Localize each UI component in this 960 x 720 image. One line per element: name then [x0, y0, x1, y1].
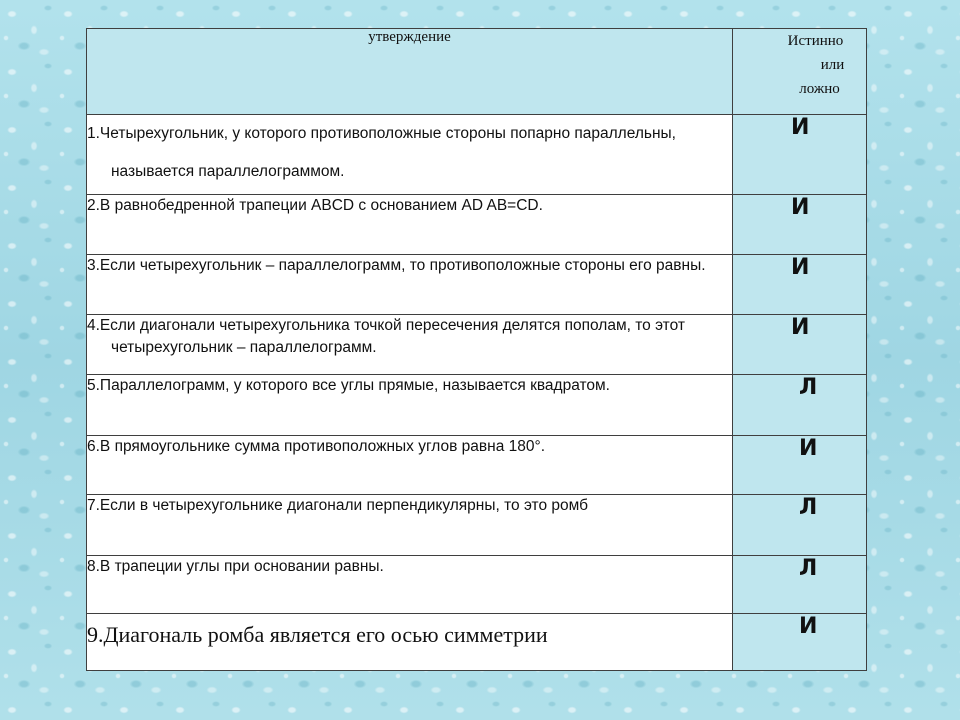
statement-cell: [87, 556, 733, 614]
statement-text: 7.Если в четырехугольнике диагонали перпендикулярны, то это ромб: [87, 497, 588, 514]
answer-cell: [733, 315, 867, 375]
table-row: [87, 115, 867, 195]
statement-cell: [87, 614, 733, 671]
answer-value: И: [799, 436, 818, 461]
answer-cell: [733, 255, 867, 315]
statement-cell: [87, 375, 733, 436]
statement-text: 8.В трапеции углы при основании равны.: [87, 558, 384, 575]
statement-text: 4.Если диагонали четырехугольника точкой пересечения делятся пополам, то этот четырехугольник – параллелограмм.: [87, 317, 685, 356]
answer-value: И: [791, 115, 810, 140]
answer-value: Л: [799, 375, 818, 400]
answer-cell: [733, 115, 867, 195]
statement-cell: [87, 495, 733, 556]
header-answer-line-1: Истинно: [787, 33, 844, 49]
table-row: [87, 375, 867, 436]
table-row: [87, 255, 867, 315]
table-row: [87, 315, 867, 375]
statement-text: 5.Параллелограмм, у которого все углы прямые, называется квадратом.: [87, 377, 610, 394]
answer-value: Л: [799, 495, 818, 520]
table-row: [87, 495, 867, 556]
answer-value: И: [791, 255, 810, 280]
header-true-or-false: [733, 29, 867, 115]
answer-cell: [733, 436, 867, 495]
answer-value: Л: [799, 556, 818, 581]
answer-value: И: [799, 614, 818, 639]
header-statement: утверждение: [87, 29, 733, 115]
statement-cell: [87, 315, 733, 375]
table-row: [87, 436, 867, 495]
answer-cell: [733, 614, 867, 671]
answer-cell: [733, 556, 867, 614]
table-row: [87, 614, 867, 671]
statement-cell: [87, 436, 733, 495]
statement-text: 3.Если четырехугольник – параллелограмм, то противоположные стороны его равны.: [87, 257, 706, 274]
answer-cell: [733, 375, 867, 436]
table-header-row: [87, 29, 867, 115]
statement-text: 2.В равнобедренной трапеции ABCD с основанием AD AB=CD.: [87, 197, 543, 214]
answer-value: И: [791, 195, 810, 220]
statements-table: [86, 28, 867, 671]
table-row: [87, 556, 867, 614]
header-answer-line-2: или: [820, 57, 845, 73]
statement-cell: [87, 255, 733, 315]
answer-cell: [733, 195, 867, 255]
header-answer-line-3: ложно: [799, 81, 840, 97]
answer-value: И: [791, 315, 810, 340]
statement-cell: [87, 195, 733, 255]
statement-text: 1.Четырехугольник, у которого противоположные стороны попарно параллельны, называется параллелограммом.: [87, 125, 676, 180]
statement-text: 9.Диагональ ромба является его осью симметрии: [87, 622, 548, 647]
table-row: [87, 195, 867, 255]
answer-cell: [733, 495, 867, 556]
statement-text: 6.В прямоугольнике сумма противоположных углов равна 180°.: [87, 438, 545, 455]
statement-cell: [87, 115, 733, 195]
